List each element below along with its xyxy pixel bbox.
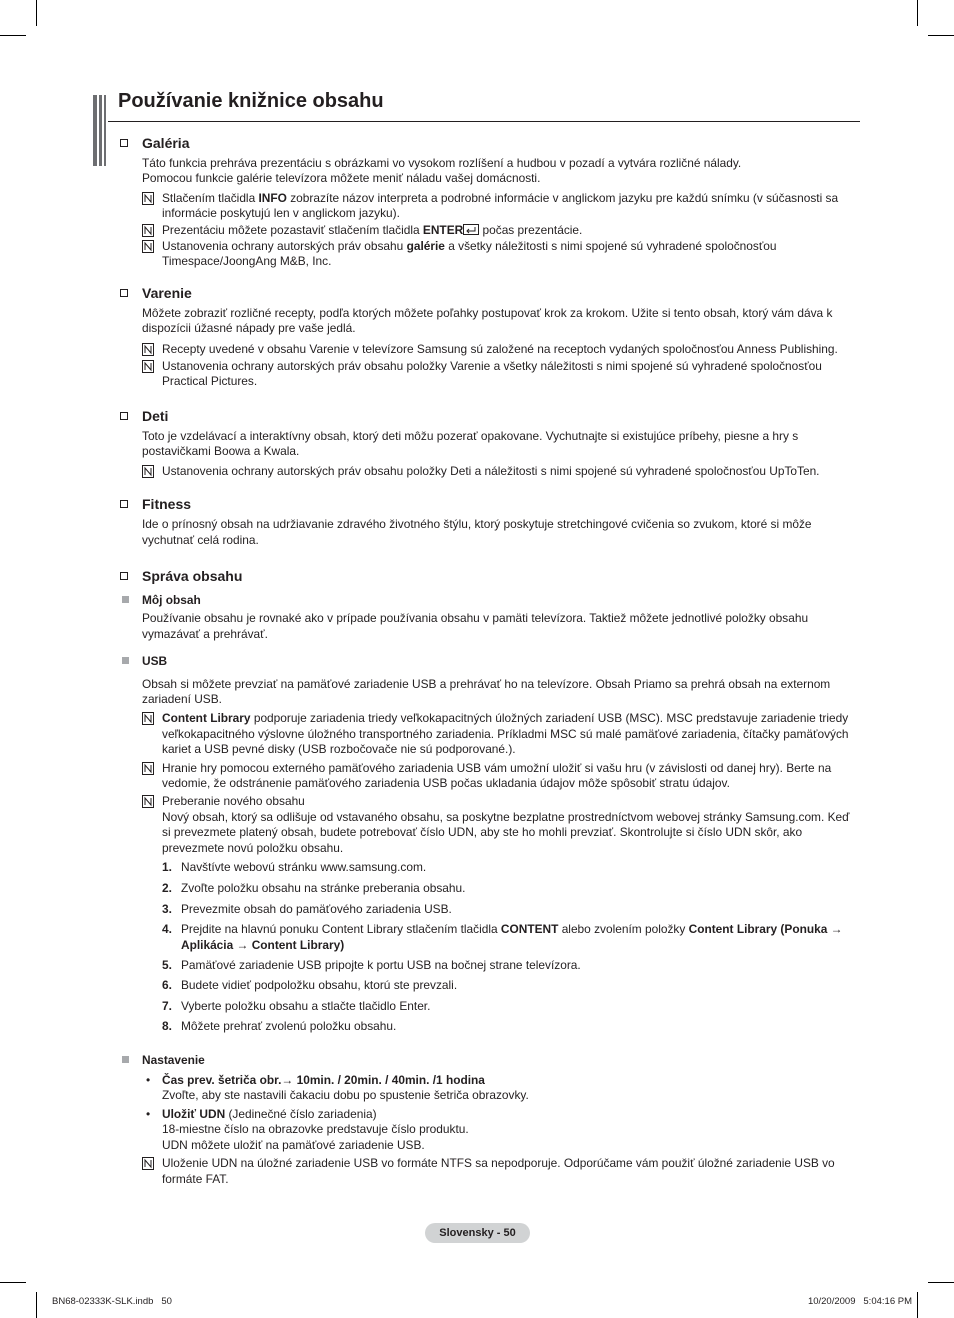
note: Content Library podporuje zariadenia triedy veľkokapacitných úložných zariadení USB (MSC). MSC predstavuje zariadenie triedy veľkokapacitného výslovne úložného transportného zariadenia. Príkladmi MSC sú malé pamäťové zariadenia, čítačky pamäťových kariet a USB pevné disky (USB rozbočovače nie sú podporované.).: [118, 711, 860, 757]
note: Stlačením tlačidla INFO zobrazíte názov interpreta a podrobné informácie v anglickom jazyku pre každú snímku (v súčasnosti sa informácie poskytujú len v anglickom jazyku).: [118, 191, 860, 222]
note: Preberanie nového obsahu Nový obsah, ktorý sa odlišuje od vstavaného obsahu, sa poskytne bezplatne prostredníctvom webovej stránky Samsung.com. Keď si prevezmete platený obsah, budete potrebovať číslo UDN, aby ste ho mohli prevziať. Skontrolujte si číslo UDN skôr, ako prevezmete novú položku obsahu.: [118, 794, 860, 856]
title-rule: [108, 121, 860, 122]
bullet-dot: •: [146, 1073, 151, 1088]
square-bullet-icon: [122, 596, 129, 603]
note-icon: [142, 240, 154, 253]
list-item: 7. Vyberte položku obsahu a stlačte tlačidlo Enter.: [162, 998, 431, 1013]
section-sprava-obsahu: [118, 566, 860, 1187]
square-bullet-icon: [122, 657, 129, 664]
crop-mark: [928, 35, 954, 36]
paragraph: Toto je vzdelávací a interaktívny obsah, ktorý deti môžu pozerať opakovane. Vychutnajte si existujúce príbehy, piesne a hry s postavičkami Boowa a Kwala.: [142, 428, 799, 459]
bullet-dot: •: [146, 1106, 151, 1121]
crop-mark: [36, 0, 37, 26]
section-deti: [118, 406, 860, 479]
note-icon: [142, 762, 154, 775]
note: Ustanovenia ochrany autorských práv obsahu položky Varenie a všetky náležitosti s nimi spojené sú vyhradené spoločnosťou Practical Pictures.: [118, 359, 860, 390]
section-heading: Galéria: [142, 135, 190, 151]
note-icon: [142, 224, 154, 237]
note-icon: [142, 465, 154, 478]
list-item: 8. Môžete prehrať zvolenú položku obsahu.: [162, 1019, 397, 1034]
footer-file: BN68-02333K-SLK.indb 50: [52, 1296, 172, 1307]
page-number-badge: Slovensky - 50: [425, 1223, 530, 1243]
section-heading: Varenie: [142, 284, 192, 301]
note-icon: [142, 795, 154, 808]
note: Recepty uvedené v obsahu Varenie v televízore Samsung sú založené na receptoch vydaných spoločnosťou Anness Publishing.: [118, 342, 860, 357]
enter-icon: [463, 224, 479, 235]
paragraph: Pomocou funkcie galérie televízora môžete meniť náladu vašej domácnosti.: [142, 171, 541, 186]
steps-list: [118, 860, 860, 1035]
content: [118, 133, 860, 1187]
section-galeria: [118, 133, 860, 270]
paragraph: Môžete zobraziť rozličné recepty, podľa ktorých môžete poľahky postupovať krok za krokom. Užite si tento obsah, ktorý vám dáva k dispozícii úžasné nápady pre vaše jedlá.: [142, 305, 833, 336]
list-item: 3. Prevezmite obsah do pamäťového zariadenia USB.: [162, 901, 452, 916]
checkbox-bullet-icon: [120, 572, 128, 580]
list-item: 6. Budete vidieť podpoložku obsahu, ktorú ste prevzali.: [162, 978, 458, 993]
paragraph: Obsah si môžete prevziať na pamäťové zariadenie USB a prehrávať ho na televízore. Obsah Priamo sa prehrá obsah na externom zariadení USB.: [142, 676, 831, 706]
subsection-heading: Môj obsah: [142, 592, 201, 607]
checkbox-bullet-icon: [120, 289, 128, 297]
section-heading: Správa obsahu: [142, 567, 243, 584]
list-item: 5. Pamäťové zariadenie USB pripojte k portu USB na bočnej strane televízora.: [162, 958, 581, 973]
bullet-item: • Uložiť UDN (Jedinečné číslo zariadenia) 18-miestne číslo na obrazovke predstavuje číslo produktu. UDN môžete uložiť na pamäťové zariadenie USB.: [146, 1106, 469, 1152]
note: Hranie hry pomocou externého pamäťového zariadenia USB vám umožní uložiť si vašu hru (v závislosti od danej hry). Berte na vedomie, že odstránenie pamäťového zariadenia USB počas ukladania údajov môže spôsobiť stratu údajov.: [118, 761, 860, 792]
note-icon: [142, 712, 154, 725]
note: Ustanovenia ochrany autorských práv obsahu galérie a všetky náležitosti s nimi spojené sú vyhradené spoločnosťou Timespace/JoongAng M&B, Inc.: [118, 239, 860, 270]
note-icon: [142, 1157, 154, 1170]
subsection-heading: USB: [142, 654, 168, 669]
crop-mark: [928, 1282, 954, 1283]
note: Uloženie UDN na úložné zariadenie USB vo formáte NTFS sa nepodporuje. Odporúčame vám použiť úložné zariadenie USB vo formáte FAT.: [118, 1156, 860, 1187]
list-item: 1. Navštívte webovú stránku www.samsung.com.: [162, 860, 427, 874]
crop-mark: [917, 0, 918, 26]
section-varenie: [118, 283, 860, 390]
note-icon: [142, 192, 154, 205]
section-fitness: [118, 494, 860, 548]
page-title: Používanie knižnice obsahu: [118, 90, 384, 112]
crop-mark: [917, 1292, 918, 1318]
footer-datetime: 10/20/2009 5:04:16 PM: [807, 1296, 912, 1307]
subsection-heading: Nastavenie: [142, 1052, 205, 1067]
note-icon: [142, 360, 154, 373]
checkbox-bullet-icon: [120, 139, 128, 147]
checkbox-bullet-icon: [120, 500, 128, 508]
crop-mark: [0, 1282, 26, 1283]
note: Ustanovenia ochrany autorských práv obsahu položky Deti a náležitosti s nimi spojené sú vyhradené spoločnosťou UpToTen.: [118, 464, 860, 479]
checkbox-bullet-icon: [120, 412, 128, 420]
list-item: 4. Prejdite na hlavnú ponuku Content Library stlačením tlačidla CONTENT alebo zvolením položky Content Library (Ponuka → Aplikácia → Content Library): [162, 922, 843, 952]
paragraph: Ide o prínosný obsah na udržiavanie zdravého životného štýlu, ktorý poskytuje stretchingové cvičenia so zvukom, ktoré si môže vychutnať celá rodina.: [142, 517, 812, 547]
note: Prezentáciu môžete pozastaviť stlačením tlačidla ENTER počas prezentácie.: [118, 223, 860, 238]
paragraph: Táto funkcia prehráva prezentáciu s obrázkami vo vysokom rozlíšení a hudbou v pozadí a vytvára rozličné nálady.: [142, 156, 742, 170]
bullet-item: • Čas prev. šetriča obr.→ 10min. / 20min. / 40min. /1 hodina Zvoľte, aby ste nastavili čakaciu dobu po spustenie šetriča obrazovky.: [146, 1073, 529, 1103]
section-heading: Fitness: [142, 496, 192, 513]
note-icon: [142, 343, 154, 356]
crop-mark: [0, 35, 26, 36]
list-item: 2. Zvoľte položku obsahu na stránke preberania obsahu.: [162, 881, 466, 896]
crop-mark: [36, 1292, 37, 1318]
section-heading: Deti: [142, 407, 169, 424]
paragraph: Používanie obsahu je rovnaké ako v prípade používania obsahu v pamäti televízora. Taktiež môžete jednotlivé položky obsahu vymazávať a prehrávať.: [142, 611, 809, 641]
square-bullet-icon: [122, 1056, 129, 1063]
